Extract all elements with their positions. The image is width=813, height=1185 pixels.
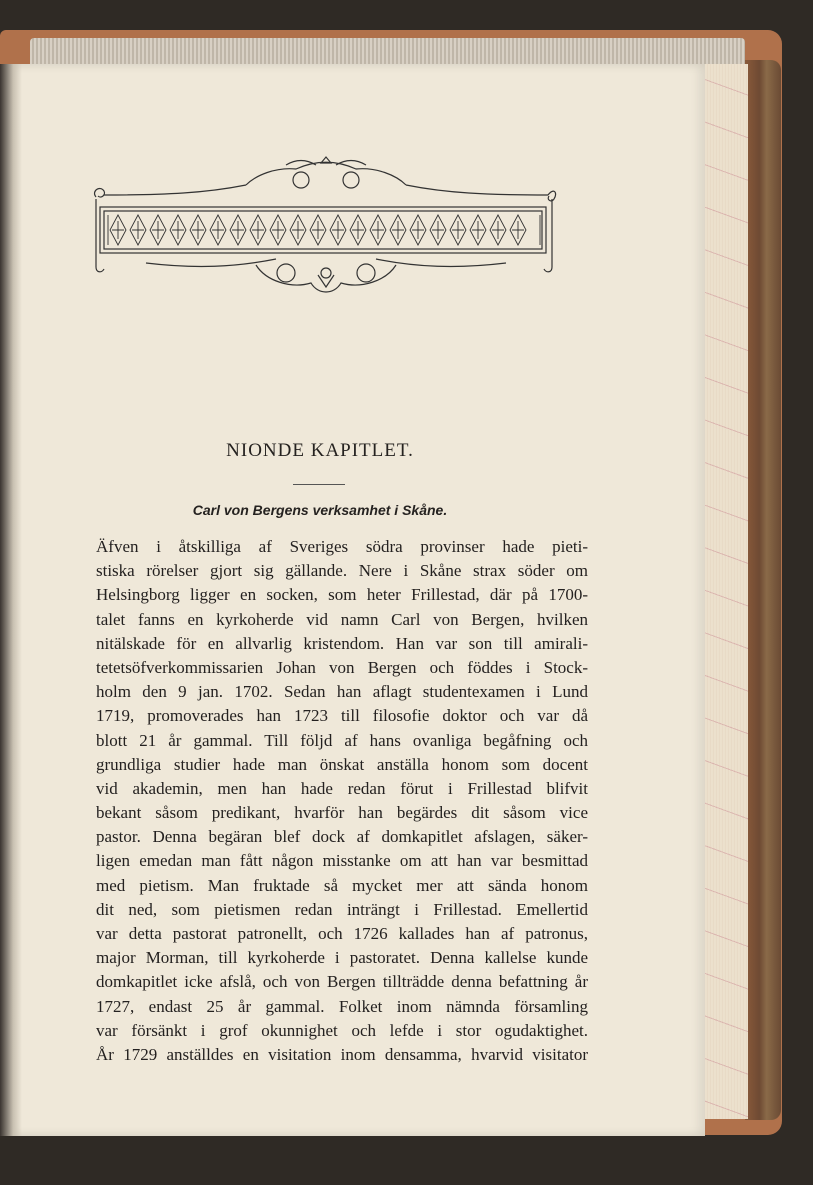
ornamental-headpiece [86,155,566,315]
chapter-subheading: Carl von Bergens verksamhet i Skåne. [192,502,448,518]
text-line: bekant såsom predikant, hvarför han begärdes dit såsom vice [96,803,588,823]
text-line: major Morman, till kyrkoherde i pastoratet. Denna kallelse kunde [96,948,588,968]
text-line: stiska rörelser gjort sig gällande. Nere i Skåne strax söder om [96,561,588,581]
text-line: domkapitlet icke afslå, och von Bergen tillträdde denna befattning år [96,972,588,992]
text-line: 1727, endast 25 år gammal. Folket inom nämnda församling [96,996,588,1016]
text-line: pastor. Denna begäran blef dock af domkapitlet afslagen, säker- [96,827,588,847]
text-line: talet fanns en kyrkoherde vid namn Carl von Bergen, hvilken [96,609,588,629]
chapter-heading: NIONDE KAPITLET. [226,440,414,461]
page-gutter [0,64,22,1136]
text-line: grundliga studier hade man önskat anställa honom som docent [96,754,588,774]
marbled-edge [700,64,748,1119]
text-line: var försänkt i grof okunnighet och lefde i stor ogudaktighet. [96,1020,588,1040]
text-line: År 1729 anställdes en visitation inom densamma, hvarvid visitator [96,1044,588,1064]
text-line: tetetsöfverkommissarien Johan von Bergen och föddes i Stock- [96,657,588,677]
top-page-edges [30,38,745,64]
book-edge [745,60,781,1120]
text-line: Äfven i åtskilliga af Sveriges södra provinser hade pieti- [96,537,588,556]
text-line: blott 21 år gammal. Till följd af hans ovanliga begåfning och [96,730,588,750]
text-line: dit ned, som pietismen redan inträngt i Frillestad. Emellertid [96,899,588,919]
body-text [96,535,588,1067]
text-line: nitälskade för en allvarlig kristendom. Han var son till amirali- [96,633,588,653]
text-line: vid akademin, men han hade redan förut i Frillestad blifvit [96,778,588,798]
text-line: var detta pastorat patronellt, och 1726 kallades han af patronus, [96,924,588,943]
text-line: ligen emedan man fått någon misstanke om att han var besmittad [96,851,588,871]
heading-rule [293,484,345,485]
text-line: holm den 9 jan. 1702. Sedan han aflagt studentexamen i Lund [96,682,588,702]
text-line: med pietism. Man fruktade så mycket mer att sända honom [96,875,588,895]
text-line: Helsingborg ligger en socken, som heter Frillestad, där på 1700- [96,585,588,605]
text-line: 1719, promoverades han 1723 till filosofie doktor och var då [96,706,588,726]
